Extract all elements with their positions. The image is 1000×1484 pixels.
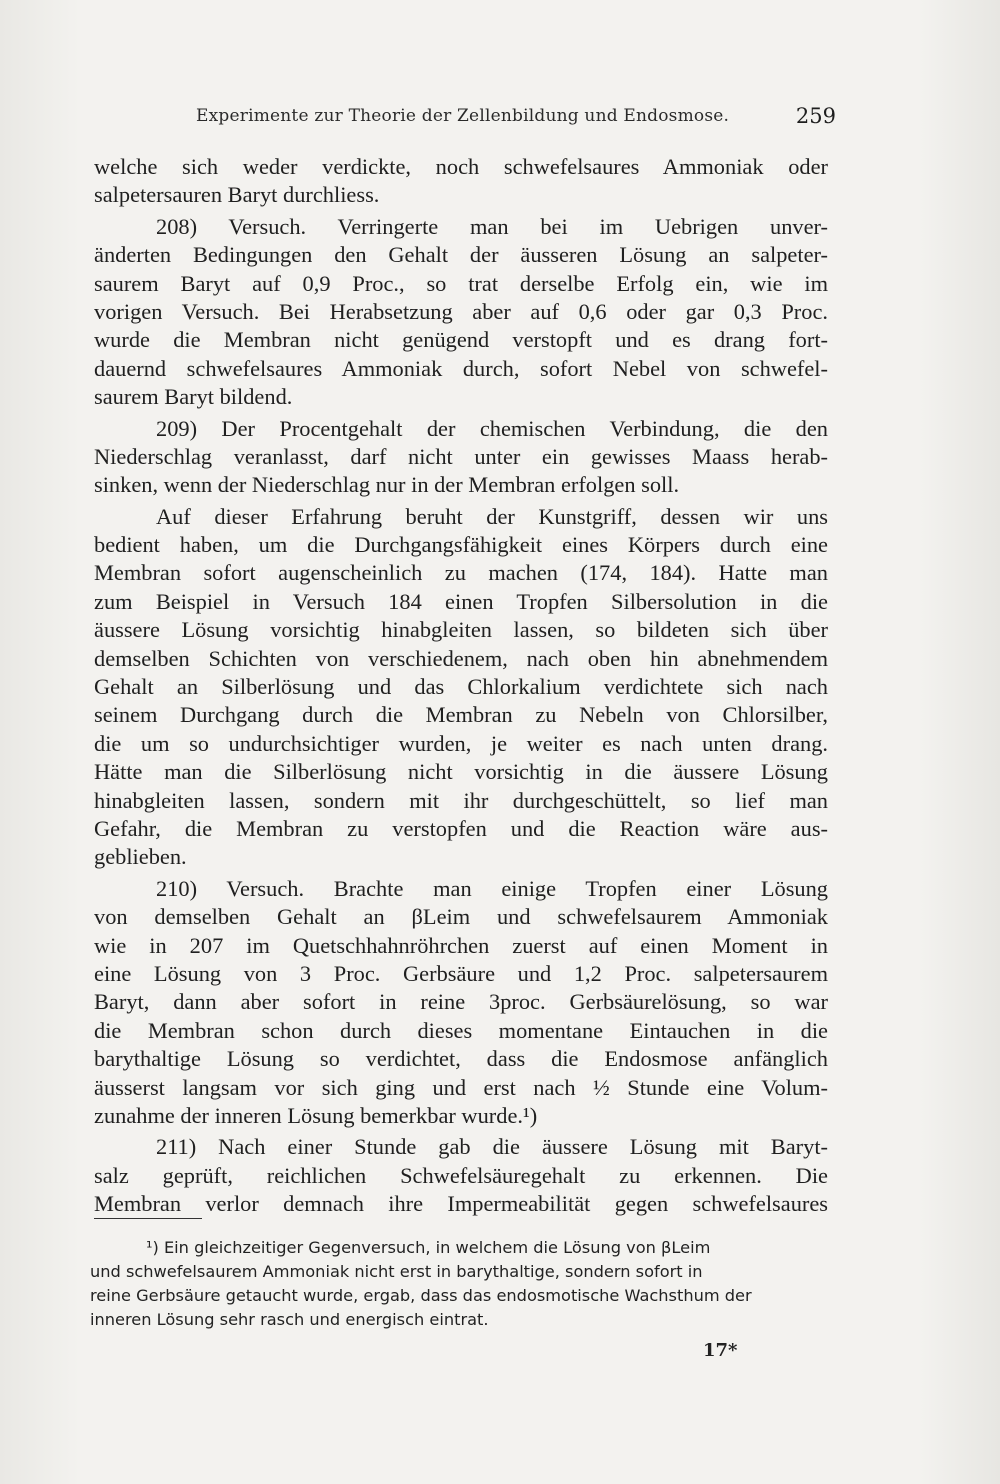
- footnote-line: und schwefelsaurem Ammoniak nicht erst in barythaltige, sondern sofort in: [90, 1262, 703, 1281]
- text-line: saurem Baryt bildend.: [94, 384, 293, 410]
- text-line: vorigen Versuch. Bei Herabsetzung aber auf 0,6 oder gar 0,3 Proc.: [94, 298, 828, 324]
- text-line: Auf dieser Erfahrung beruht der Kunstgriff, dessen wir uns: [156, 503, 828, 529]
- text-line: 209) Der Procentgehalt der chemischen Verbindung, die den: [156, 415, 828, 441]
- text-line: von demselben Gehalt an βLeim und schwefelsaurem Ammoniak: [94, 904, 828, 930]
- text-line: sinken, wenn der Niederschlag nur in der Membran erfolgen soll.: [94, 472, 680, 498]
- footnote-rule: [94, 1218, 202, 1219]
- footnote-line: ¹) Ein gleichzeitiger Gegenversuch, in welchem die Lösung von βLeim: [146, 1238, 711, 1257]
- text-line: wurde die Membran nicht genügend verstopft und es drang fort-: [94, 327, 828, 353]
- text-line: hinabgleiten lassen, sondern mit ihr durchgeschüttelt, so lief man: [94, 787, 828, 813]
- text-line: welche sich weder verdickte, noch schwefelsaures Ammoniak oder: [94, 154, 828, 179]
- text-line: zunahme der inneren Lösung bemerkbar wurde.¹): [94, 1102, 538, 1128]
- running-head: [196, 104, 836, 132]
- text-line: 208) Versuch. Verringerte man bei im Uebrigen unver-: [156, 213, 828, 239]
- text-line: Hätte man die Silberlösung nicht vorsichtig in die äussere Lösung: [94, 759, 828, 785]
- text-line: Membran sofort augenscheinlich zu machen (174, 184). Hatte man: [94, 560, 828, 586]
- text-line: äussere Lösung vorsichtig hinabgleiten lassen, so bildeten sich über: [94, 617, 828, 643]
- text-line: eine Lösung von 3 Proc. Gerbsäure und 1,2 Proc. salpetersaurem: [94, 960, 828, 986]
- text-line: zum Beispiel in Versuch 184 einen Tropfen Silbersolution in die: [94, 588, 828, 614]
- text-line: Baryt, dann aber sofort in reine 3proc. Gerbsäurelösung, so war: [94, 989, 828, 1015]
- text-line: änderten Bedingungen den Gehalt der äusseren Lösung an salpeter-: [94, 242, 828, 268]
- text-line: barythaltige Lösung so verdichtet, dass die Endosmose anfänglich: [94, 1046, 828, 1072]
- text-line: wie in 207 im Quetschhahnröhrchen zuerst auf einen Moment in: [94, 932, 828, 958]
- text-line: dauernd schwefelsaures Ammoniak durch, sofort Nebel von schwefel-: [94, 355, 828, 381]
- text-line: bedient haben, um die Durchgangsfähigkeit eines Körpers durch eine: [94, 532, 828, 558]
- footnote-line: reine Gerbsäure getaucht wurde, ergab, dass das endosmotische Wachsthum der: [90, 1286, 752, 1305]
- text-line: die um so undurchsichtiger wurden, je weiter es nach unten drang.: [94, 730, 828, 756]
- text-line: Membran verlor demnach ihre Impermeabilität gegen schwefelsaures: [94, 1191, 828, 1217]
- text-line: 210) Versuch. Brachte man einige Tropfen einer Lösung: [156, 875, 828, 901]
- text-line: Niederschlag veranlasst, darf nicht unter ein gewisses Maass herab-: [94, 443, 828, 469]
- text-line: seinem Durchgang durch die Membran zu Nebeln von Chlorsilber,: [94, 702, 828, 728]
- text-line: Gehalt an Silberlösung und das Chlorkalium verdichtete sich nach: [94, 674, 828, 700]
- body-text: [94, 153, 828, 1218]
- text-line: die Membran schon durch dieses momentane Eintauchen in die: [94, 1017, 828, 1043]
- text-line: salpetersauren Baryt durchliess.: [94, 182, 380, 208]
- text-line: geblieben.: [94, 844, 187, 870]
- footnote-line: inneren Lösung sehr rasch und energisch eintrat.: [90, 1310, 489, 1329]
- footnotes: [90, 1236, 814, 1332]
- text-line: äusserst langsam vor sich ging und erst nach ½ Stunde eine Volum-: [94, 1074, 828, 1100]
- running-title: Experimente zur Theorie der Zellenbildung und Endosmose.: [196, 106, 730, 126]
- page-number: 259: [795, 104, 836, 128]
- text-line: saurem Baryt auf 0,9 Proc., so trat derselbe Erfolg ein, wie im: [94, 270, 828, 296]
- text-line: 211) Nach einer Stunde gab die äussere Lösung mit Baryt-: [156, 1134, 828, 1160]
- text-line: demselben Schichten von verschiedenem, nach oben hin abnehmendem: [94, 645, 828, 671]
- text-line: Gefahr, die Membran zu verstopfen und die Reaction wäre aus-: [94, 815, 828, 841]
- text-line: salz geprüft, reichlichen Schwefelsäuregehalt zu erkennen. Die: [94, 1162, 828, 1188]
- signature-mark: 17*: [703, 1340, 738, 1361]
